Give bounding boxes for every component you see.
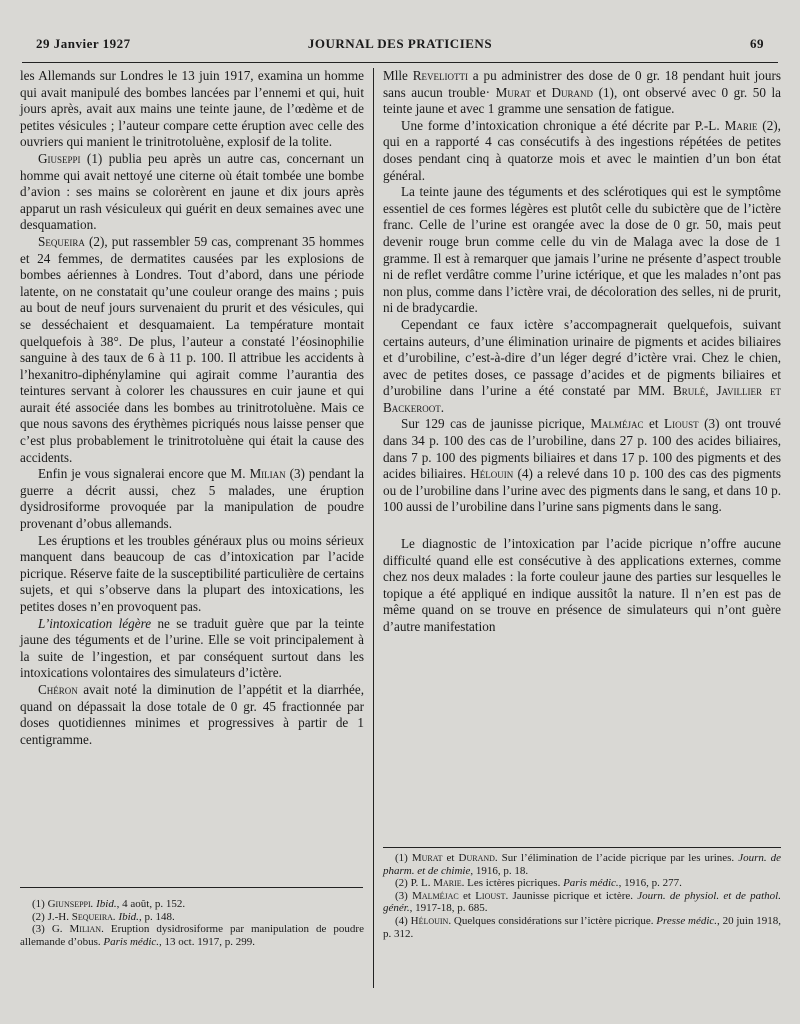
author-name: Reveliotti <box>412 68 468 83</box>
author-name: Chéron <box>38 681 78 697</box>
header-page-number: 69 <box>750 36 764 51</box>
author-name: Hélouin <box>470 466 514 482</box>
footnote: (1) Giunseppi. Ibid., 4 août, p. 152. <box>32 898 186 910</box>
footnote: (2) P. L. Marie. Les ictères picriques. Paris médic., 1916, p. 277. <box>395 877 682 890</box>
paragraph: Une forme d’intoxication chronique a été décrite par P.-L. Marie (2), qui en a rapporté 4 cas consécutifs à des ingestions répétées de petites doses pendant cinq à quatorze mois et avec le maintien d’un bon état général. <box>383 117 781 183</box>
footnote: (2) J.-H. Sequeira. Ibid., p. 148. <box>32 910 175 923</box>
paragraph: La teinte jaune des téguments et des sclérotiques qui est le symptôme essentiel de ces formes légères est plutôt celle du subictère que de l’ictère franc. Celle de l’urine est orangée avec la dose de 0 gr. 50, mais peut devenir rouge brun comme celle du vin de Malaga avec la dose de 1 gramme. Il est à remarquer que jamais l’urine ne présente d’aspect trouble ni de reflet verdâtre comme l’urine ictérique, et que les malades n’ont pas non plus, comme dans l’ictère vrai, de décoloration des selles, ni de prurit, ni de bradycardie. <box>383 184 781 316</box>
footnote: (3) Malméjac et Lioust. Jaunisse picrique et ictère. Journ. de physiol. et de pathol. génér., 1917-18, p. 685. <box>383 889 781 915</box>
paragraph: Chéron avait noté la diminution de l’appétit et la diarrhée, quand on dépassait la dose totale de 0 gr. 45 fractionnée par doses quotidiennes minimes et progressives à partir de 1 centigramme. <box>20 681 364 747</box>
author-name: Javillier et Backeroot <box>383 383 781 415</box>
footnote: (1) Murat et Durand. Sur l’élimination de l’acide picrique par les urines. Journ. de pharm. et de chimie, 1916, p. 18. <box>383 852 782 877</box>
footnote: (4) Hélouin. Quelques considérations sur l’ictère picrique. Presse médic., 20 juin 1918, p. 312. <box>383 914 782 940</box>
footnote-rule <box>383 847 781 848</box>
author-name: Milian <box>249 466 286 482</box>
author-name: Giuseppi <box>38 150 81 166</box>
right-column <box>383 68 781 636</box>
left-footnotes <box>20 898 364 948</box>
left-column <box>20 68 364 748</box>
column-divider <box>373 68 374 988</box>
paragraph: les Allemands sur Londres le 13 juin 1917, examina un homme qui avait manipulé des bombes lancées par l’ennemi et qui, huit jours après, avait aux mains une teinte jaune, de l’œdème et de petites vésicules ; l’auteur compare cette éruption avec celle des ouvriers qui manient le trinitrotoluène, explosif de la tolite. <box>20 68 364 150</box>
author-name: Sequeira <box>38 233 85 249</box>
author-name: Durand <box>551 84 594 100</box>
paragraph: Sur 129 cas de jaunisse picrique, Malméjac et Lioust (3) ont trouvé dans 34 p. 100 des cas de l’urobiline, dans 27 p. 100 des acides biliaires, dans 7 p. 100 des pigments biliaires et dans 17 p. 100 des pigments et des acides biliaires. Hélouin (4) a relevé dans 10 p. 100 des cas des pigments ou de l’urobiline dans l’urine avec des pigments dans le sang, et dans 10 p. 100 aussi de l’urobiline dans l’urine sans pigments dans le sang. <box>383 416 781 515</box>
paragraph: Giuseppi (1) publia peu après un autre cas, concernant un homme qui avait nettoyé une citerne où était tombée une bombe d’avion : ses mains se colorèrent en jaune et dix jours après apparut un rash vésiculeux qui guérit en deux semaines avec une desquamation. <box>20 150 364 233</box>
paragraph: L’intoxication légère ne se traduit guère que par la teinte jaune des téguments et de l’urine. Elle se voit principalement à la suite de l’ingestion, et par conséquent surtout dans les intoxications volontaires des simulateurs d’ictère. <box>20 615 364 681</box>
author-name: Brulé <box>672 383 706 399</box>
author-name: Malméjac <box>590 416 644 432</box>
header-date: 29 Janvier 1927 <box>36 36 131 51</box>
author-name: Lioust <box>664 416 699 432</box>
italic-term: L’intoxication légère <box>38 615 152 631</box>
author-name: Murat <box>495 84 531 100</box>
header-journal-title: JOURNAL DES PRATICIENS <box>307 36 493 51</box>
paragraph: Mlle Reveliotti a pu administrer des dose de 0 gr. 18 pendant huit jours sans aucun trouble· Murat et Durand (1), ont observé avec 0 gr. 50 la teinte jaune et avec 1 gramme une sensation de fatigue. <box>383 68 781 117</box>
author-name: Marie <box>724 117 758 133</box>
paragraph: Cependant ce faux ictère s’accompagnerait quelquefois, suivant certains auteurs, d’une élimination urinaire de pigments et acides biliaires et d’urobiline, c’est-à-dire d’un léger degré d’ictère vrai. Chez le chien, avec de petites doses, ce passage d’acides et de pigments biliaires et d’urobiline dans l’urine a été constaté par MM. Brulé, Javillier et Backeroot. <box>383 316 781 415</box>
paragraph: Enfin je vous signalerai encore que M. Milian (3) pendant la guerre a décrit aussi, chez 5 malades, une éruption dysidrosiforme provoquée par la manipulation de poudre provenant d’obus allemands. <box>20 466 364 532</box>
running-header <box>36 36 764 54</box>
paragraph: Le diagnostic de l’intoxication par l’acide picrique n’offre aucune difficulté quand elle est consécutive à des applications externes, comme chez nos deux malades : la forte couleur jaune des parties sur lesquelles le topique a été appliqué en indique aussitôt la nature. Il n’en est pas de même quand on se trouve en présence de simulateurs qui n’ont guère d’autre manifestation <box>383 536 781 634</box>
paragraph: Sequeira (2), put rassembler 59 cas, comprenant 35 hommes et 24 femmes, de dermatites causées par les explosions de bombes aériennes à Londres. Tout d’abord, dans une période latente, on ne constatait qu’une couleur orange des mains ; puis au bout de neuf jours survenaient du prurit et des vésicules, qui se desséchaient et desquamaient. La température montait quelquefois à 38°. De plus, l’auteur a constaté l’éosinophilie sanguine à des taux de 6 à 11 p. 100. Il attribue les accidents à l’hexanitro-diphénylamine qui agirait comme l’aurantia des teintures servant à colorer les chaussures en cuir jaune et qui aurait été associée dans les bombes au trinitrotoluène. Mais ce que nous savons des érythèmes picriqués nous laisse penser que c’est plus probablement le trinitrotoluène qui était la cause des accidents. <box>20 233 364 465</box>
header-rule <box>22 62 778 63</box>
paragraph: Les éruptions et les troubles généraux plus ou moins sérieux manquent dans beaucoup de cas d’intoxication par l’acide picrique. Réserve faite de la susceptibilité particulière de certains sujets, et qui s’observe dans la plupart des intoxications, les petites doses n’en provoquent pas. <box>20 532 364 614</box>
right-footnotes <box>383 852 781 940</box>
footnote-rule <box>20 887 363 888</box>
footnote: (3) G. Milian. Eruption dysidrosiforme par manipulation de poudre allemande d’obus. Paris médic., 13 oct. 1917, p. 299. <box>20 923 364 948</box>
